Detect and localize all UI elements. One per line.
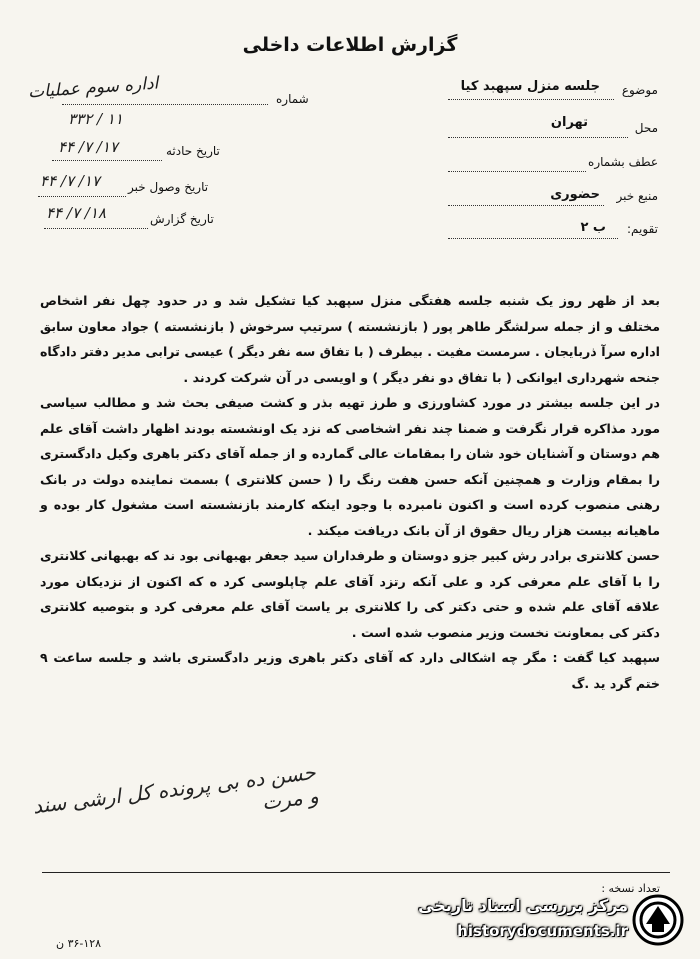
source-label: منبع خبر <box>616 189 658 203</box>
number-dotted-line <box>62 104 268 105</box>
received-date-value: ۱۷/ ۷/ ۴۴ <box>40 172 100 190</box>
archive-logo-icon <box>632 894 684 946</box>
place-label: محل <box>634 121 658 135</box>
footer-divider <box>42 872 670 873</box>
incident-dotted-line <box>52 160 162 161</box>
received-date-label: تاریخ وصول خبر <box>128 180 209 194</box>
subject-dotted-line <box>448 99 614 100</box>
subject-label: موضوع <box>621 83 658 97</box>
subject-field <box>448 79 658 105</box>
evaluation-label: تقویم: <box>627 222 658 236</box>
report-dotted-line <box>44 228 148 229</box>
number-label: شماره <box>276 92 309 106</box>
body-paragraph-3: حسن کلانتری برادر رش کبیر جزو دوستان و طرفداران سید جعفر بهبهانی بود ند که بهبهانی کلانتری را با آقای علم معرفی کرد و علی آنکه رتزد آقای علم چاپلوسی کرد ه که اکنون از نزدیکان مورد علاقه آقای علم شده و حتی دکتر کی را کلانتری بر یاست آقای علم معرفی کرد و بتوصیه کلانتری دکتر کی بمعاونت نخست وزیر منصوب شده است . <box>40 548 660 640</box>
source-dotted-line <box>448 205 604 206</box>
incident-date-value: ۱۷/ ۷/ ۴۴ <box>58 138 118 156</box>
source-field <box>448 189 658 211</box>
body-paragraph-2: در این جلسه بیشتر در مورد کشاورزی و طرز تهیه بذر و کشت صیفی بحث شد و مطالب سیاسی مورد مذاکره قرار نگرفت و ضمنا چند نفر اشخاصی که نزد یک اونشسته بودند اظهار داشت آقای علم هم دوستان و آشنایان خود شان را بمقامات عالی گمارده و از جمله آقای دکتر باهری وکیل دادگستری را بمقام وزارت و همچنین آنکه حسن هفت رنگ را ( حسن کلانتری ) بسمت نماینده دولت در بانک رهنی منصوب کرده است و اکنون نامبرده با وجود اینکه کارمند بازنشسته است مشغول کار بوده و ماهیانه بیست هزار ریال حقوق از آن بانک دریافت میکند . <box>40 395 660 538</box>
evaluation-value: ب ۲ <box>580 220 606 235</box>
place-field <box>448 115 658 143</box>
report-body <box>40 288 660 696</box>
watermark-org-name: مرکز بررسی اسناد تاریخی <box>418 896 628 915</box>
watermark-url: historydocuments.ir <box>457 922 628 940</box>
watermark <box>396 890 686 952</box>
place-dotted-line <box>448 137 628 138</box>
place-value: تهران <box>550 115 588 130</box>
reference-label: عطف بشماره <box>588 155 658 169</box>
evaluation-dotted-line <box>448 238 618 239</box>
received-dotted-line <box>38 196 126 197</box>
number-sub-value: ۱۱ / ۳۳۲ <box>68 110 123 128</box>
handwritten-signature-note: حسن ده بی پرونده کل ارشی سند و مرت <box>31 759 320 819</box>
reference-dotted-line <box>448 171 586 172</box>
copies-label: تعداد نسخه : <box>601 882 660 895</box>
number-value: اداره سوم عملیات <box>27 73 159 103</box>
evaluation-field <box>448 222 658 244</box>
subject-value: جلسه منزل سپهبد کیا <box>460 79 600 94</box>
document-number: ۳۶-۱۲۸ ن <box>56 937 102 950</box>
reference-field <box>448 155 658 177</box>
document-title: گزارش اطلاعات داخلی <box>242 34 458 56</box>
source-value: حضوری <box>550 187 600 202</box>
report-date-value: ۱۸/ ۷/ ۴۴ <box>46 204 106 222</box>
body-paragraph-1: بعد از ظهر روز یک شنبه جلسه هفتگی منزل سپهبد کیا تشکیل شد و در حدود چهل نفر اشخاص مختلف و از جمله سرلشگر طاهر پور ( بازنشسته ) سرتیپ سرخوش ( بازنشسته ) جواد معاون سابق اداره سرآ ذربایجان . سرمست مفیت . بیطرف ( با تفاق سه نفر دیگر ) عیسی ترابی مدیر دفتر دادگاه جنحه شهرداری ایوانکی ( با تفاق دو نفر دیگر ) و اویسی در آن شرکت کردند . <box>40 293 660 385</box>
incident-date-label: تاریخ حادثه <box>166 144 220 158</box>
report-date-label: تاریخ گزارش <box>150 212 214 226</box>
body-paragraph-4: سپهبد کیا گفت : مگر چه اشکالی دارد که آقای دکتر باهری وزیر دادگستری باشد و جلسه ساعت ۹ ختم گرد ید .گ <box>40 650 660 691</box>
